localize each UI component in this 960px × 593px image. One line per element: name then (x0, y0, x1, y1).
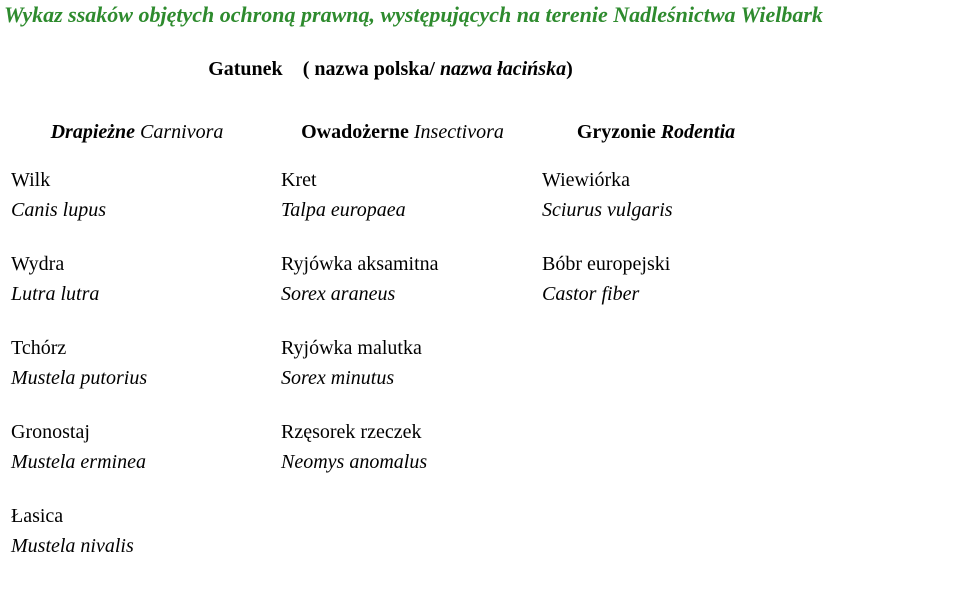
category-polish: Drapieżne (50, 121, 136, 143)
category-latin: Carnivora (140, 121, 224, 143)
category-insectivora (272, 107, 533, 161)
empty-cell (272, 497, 533, 581)
species-latin: Lutra lutra (11, 283, 100, 305)
category-carnivora (2, 107, 272, 161)
species-polish: Ryjówka aksamitna (281, 253, 439, 275)
document-title: Wykaz ssaków objętych ochroną prawną, występujących na terenie Nadleśnictwa Wielbark (4, 2, 823, 27)
mammals-table (2, 53, 779, 581)
species-polish: Tchórz (11, 337, 67, 359)
category-rodentia (533, 107, 779, 161)
species-cell (272, 329, 533, 413)
species-polish: Łasica (11, 505, 64, 527)
species-cell (533, 245, 779, 329)
header-text (2, 53, 779, 83)
species-latin: Talpa europaea (281, 199, 406, 221)
species-cell (2, 413, 272, 497)
species-polish: Gronostaj (11, 421, 90, 443)
species-polish: Wilk (11, 169, 51, 191)
species-latin: Canis lupus (11, 199, 107, 221)
species-cell (533, 161, 779, 245)
species-cell (2, 329, 272, 413)
header-paren-open: ( nazwa polska/ (302, 58, 440, 80)
category-polish: Gryzonie (576, 121, 656, 143)
header-latin-label: nazwa łacińska (439, 58, 567, 80)
species-polish: Wiewiórka (542, 169, 631, 191)
table-header (2, 53, 779, 107)
species-cell (2, 161, 272, 245)
category-polish: Owadożerne (301, 121, 409, 143)
species-cell (272, 161, 533, 245)
species-latin: Sorex araneus (281, 283, 396, 305)
species-latin: Mustela erminea (11, 451, 146, 473)
species-cell (2, 245, 272, 329)
species-polish: Rzęsorek rzeczek (281, 421, 422, 443)
species-latin: Sorex minutus (281, 367, 395, 389)
species-latin: Mustela nivalis (11, 535, 134, 557)
species-latin: Mustela putorius (11, 367, 148, 389)
species-polish: Wydra (11, 253, 65, 275)
species-polish: Bóbr europejski (542, 253, 671, 275)
category-latin: Insectivora (413, 121, 504, 143)
species-latin: Sciurus vulgaris (542, 199, 673, 221)
empty-cell (533, 413, 779, 497)
species-polish: Ryjówka malutka (281, 337, 422, 359)
empty-cell (533, 329, 779, 413)
header-prefix: Gatunek (208, 58, 283, 80)
species-polish: Kret (281, 169, 317, 191)
species-latin: Castor fiber (542, 283, 640, 305)
species-cell (272, 413, 533, 497)
category-latin: Rodentia (660, 121, 736, 143)
header-paren-close: ) (566, 58, 573, 80)
species-latin: Neomys anomalus (281, 451, 428, 473)
species-cell (272, 245, 533, 329)
empty-cell (533, 497, 779, 581)
species-cell (2, 497, 272, 581)
